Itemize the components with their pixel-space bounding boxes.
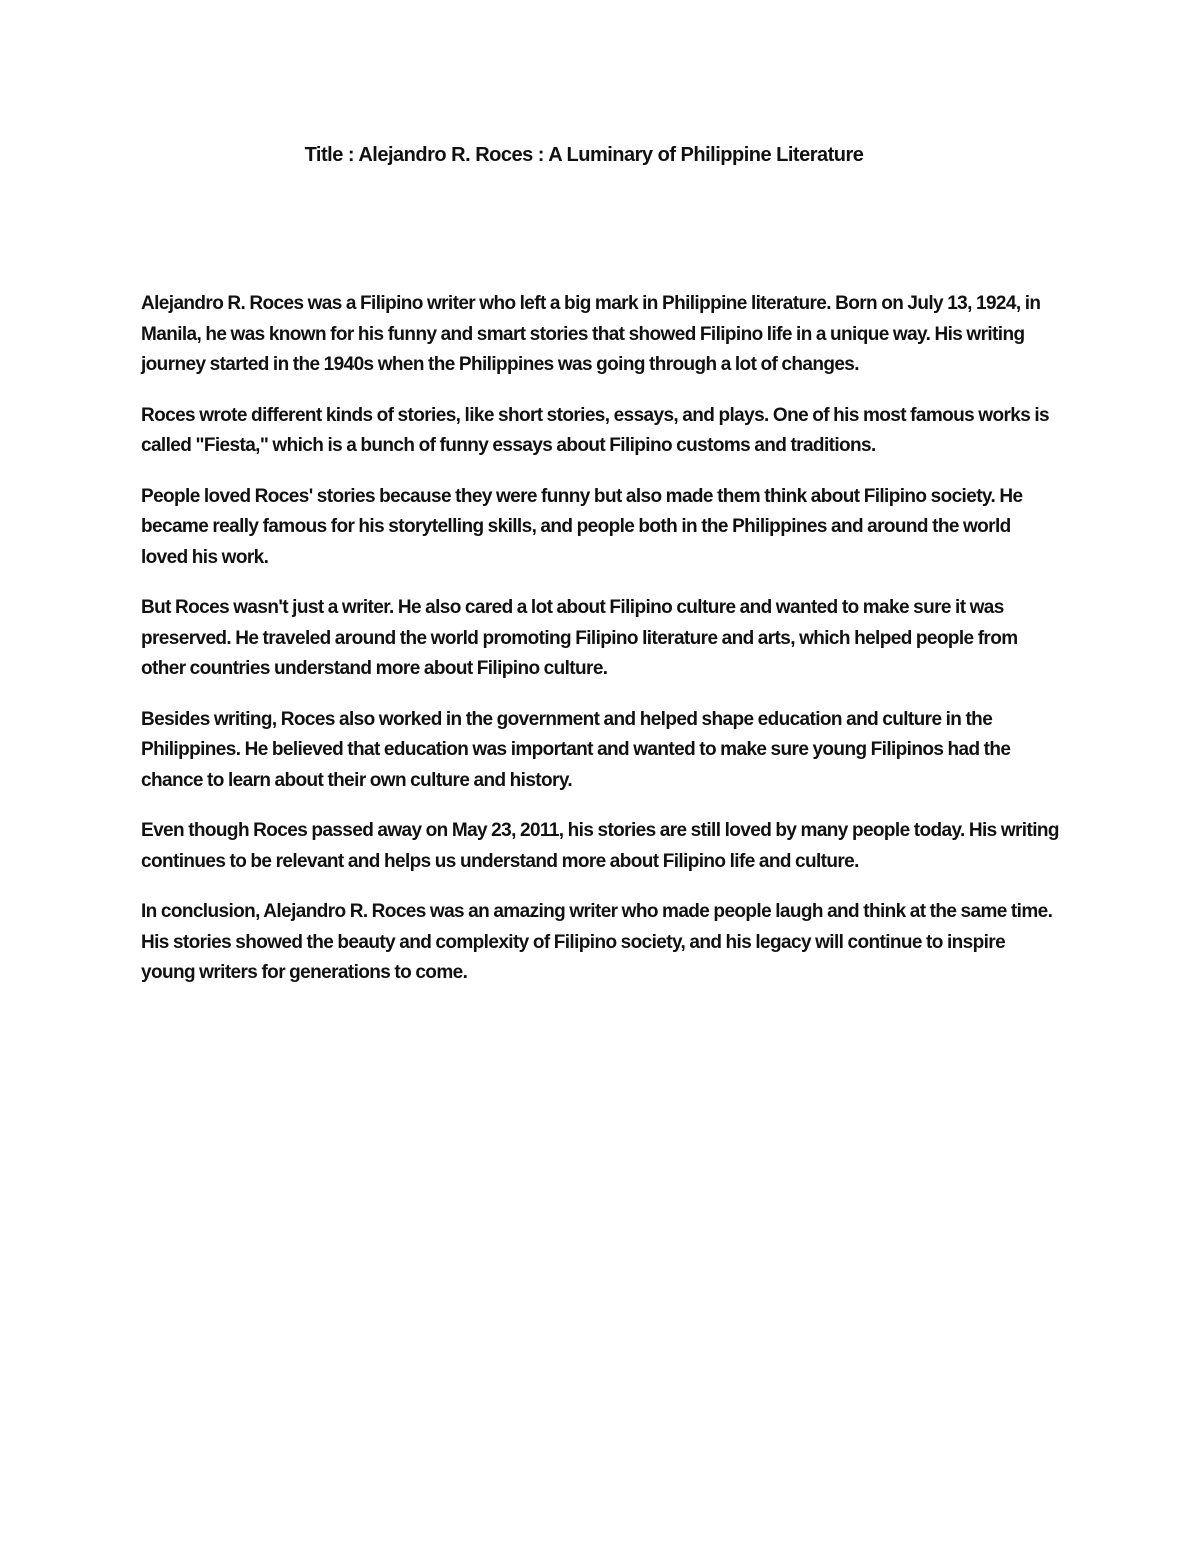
paragraph-legacy: Even though Roces passed away on May 23, 2011, his stories are still loved by many people today. His writing continues to be relevant and helps us understand more about Filipino life and culture. (141, 820, 1059, 872)
document-title: Title : Alejandro R. Roces : A Luminary of Philippine Literature (304, 144, 864, 166)
paragraph-conclusion: In conclusion, Alejandro R. Roces was an amazing writer who made people laugh and think at the same time. His stories showed the beauty and complexity of Filipino society, and his legacy will continue to inspire young writers for generations to come. (141, 901, 1053, 983)
paragraph-intro: Alejandro R. Roces was a Filipino writer who left a big mark in Philippine literature. Born on July 13, 1924, in Manila, he was known for his funny and smart stories that showed Filipino life in a unique way. His writing journey started in the 1940s when the Philippines was going through a lot of changes. (141, 293, 1041, 375)
paragraph-works: Roces wrote different kinds of stories, like short stories, essays, and plays. One of his most famous works is called "Fiesta," which is a bunch of funny essays about Filipino customs and traditions. (141, 404, 1050, 456)
paragraph-culture: But Roces wasn't just a writer. He also cared a lot about Filipino culture and wanted to make sure it was preserved. He traveled around the world promoting Filipino literature and arts, which helped people from other countries understand more about Filipino culture. (141, 597, 1018, 679)
paragraph-popularity: People loved Roces' stories because they were funny but also made them think about Filipino society. He became really famous for his storytelling skills, and people both in the Philippines and around the world loved his work. (141, 485, 1023, 568)
paragraph-government: Besides writing, Roces also worked in the government and helped shape education and culture in the Philippines. He believed that education was important and wanted to make sure young Filipinos had the chance to learn about their own culture and history. (141, 708, 1011, 791)
document-body (141, 289, 1061, 1009)
